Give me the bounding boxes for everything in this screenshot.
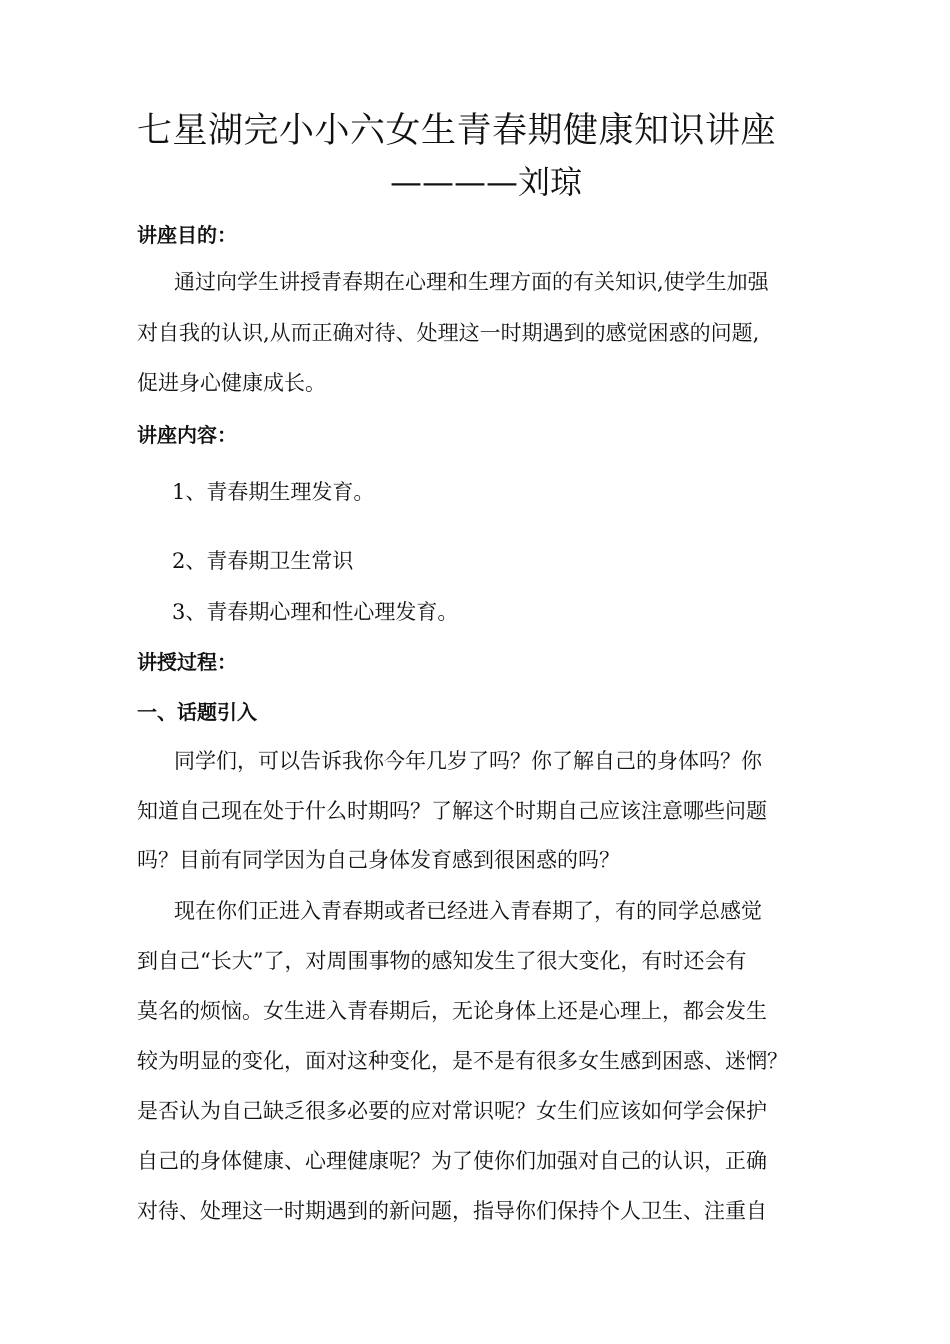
intro-p1-line-1: 同学们，可以告诉我你今年几岁了吗？你了解自己的身体吗？你 [174,749,762,773]
intro-p2-line-3: 莫名的烦恼。女生进入青春期后，无论身体上还是心理上，都会发生 [137,999,767,1023]
purpose-line-1: 通过向学生讲授青春期在心理和生理方面的有关知识,使学生加强 [174,270,769,294]
intro-p2-line-2: 到自己“长大”了，对周围事物的感知发生了很大变化，有时还会有 [137,949,747,973]
intro-p2-line-5: 是否认为自己缺乏很多必要的应对常识呢？女生们应该如何学会保护 [137,1099,767,1123]
content-item-1: 1、青春期生理发育。 [172,480,375,504]
intro-p2-line-1: 现在你们正进入青春期或者已经进入青春期了，有的同学总感觉 [174,899,762,923]
author-line: ————刘琼 [390,163,583,201]
content-item-2: 2、青春期卫生常识 [172,549,354,573]
intro-p1-line-3: 吗？目前有同学因为自己身体发育感到很困惑的吗？ [137,848,620,872]
heading-process: 讲授过程： [137,650,237,674]
subheading-intro: 一、话题引入 [137,700,257,724]
purpose-line-2: 对自我的认识,从而正确对待、处理这一时期遇到的感觉困惑的问题, [137,321,760,345]
page-title: 七星湖完小小六女生青春期健康知识讲座 [137,111,777,151]
intro-p2-line-4: 较为明显的变化，面对这种变化，是不是有很多女生感到困惑、迷惘？ [137,1049,788,1073]
purpose-line-3: 促进身心健康成长。 [137,371,326,395]
intro-p1-line-2: 知道自己现在处于什么时期吗？了解这个时期自己应该注意哪些问题 [137,799,767,823]
content-item-3: 3、青春期心理和性心理发育。 [172,600,459,624]
heading-purpose: 讲座目的： [137,223,237,247]
intro-p2-line-6: 自己的身体健康、心理健康呢？为了使你们加强对自己的认识，正确 [137,1149,767,1173]
intro-p2-line-7: 对待、处理这一时期遇到的新问题，指导你们保持个人卫生、注重自 [137,1199,767,1223]
heading-content: 讲座内容： [137,423,237,447]
